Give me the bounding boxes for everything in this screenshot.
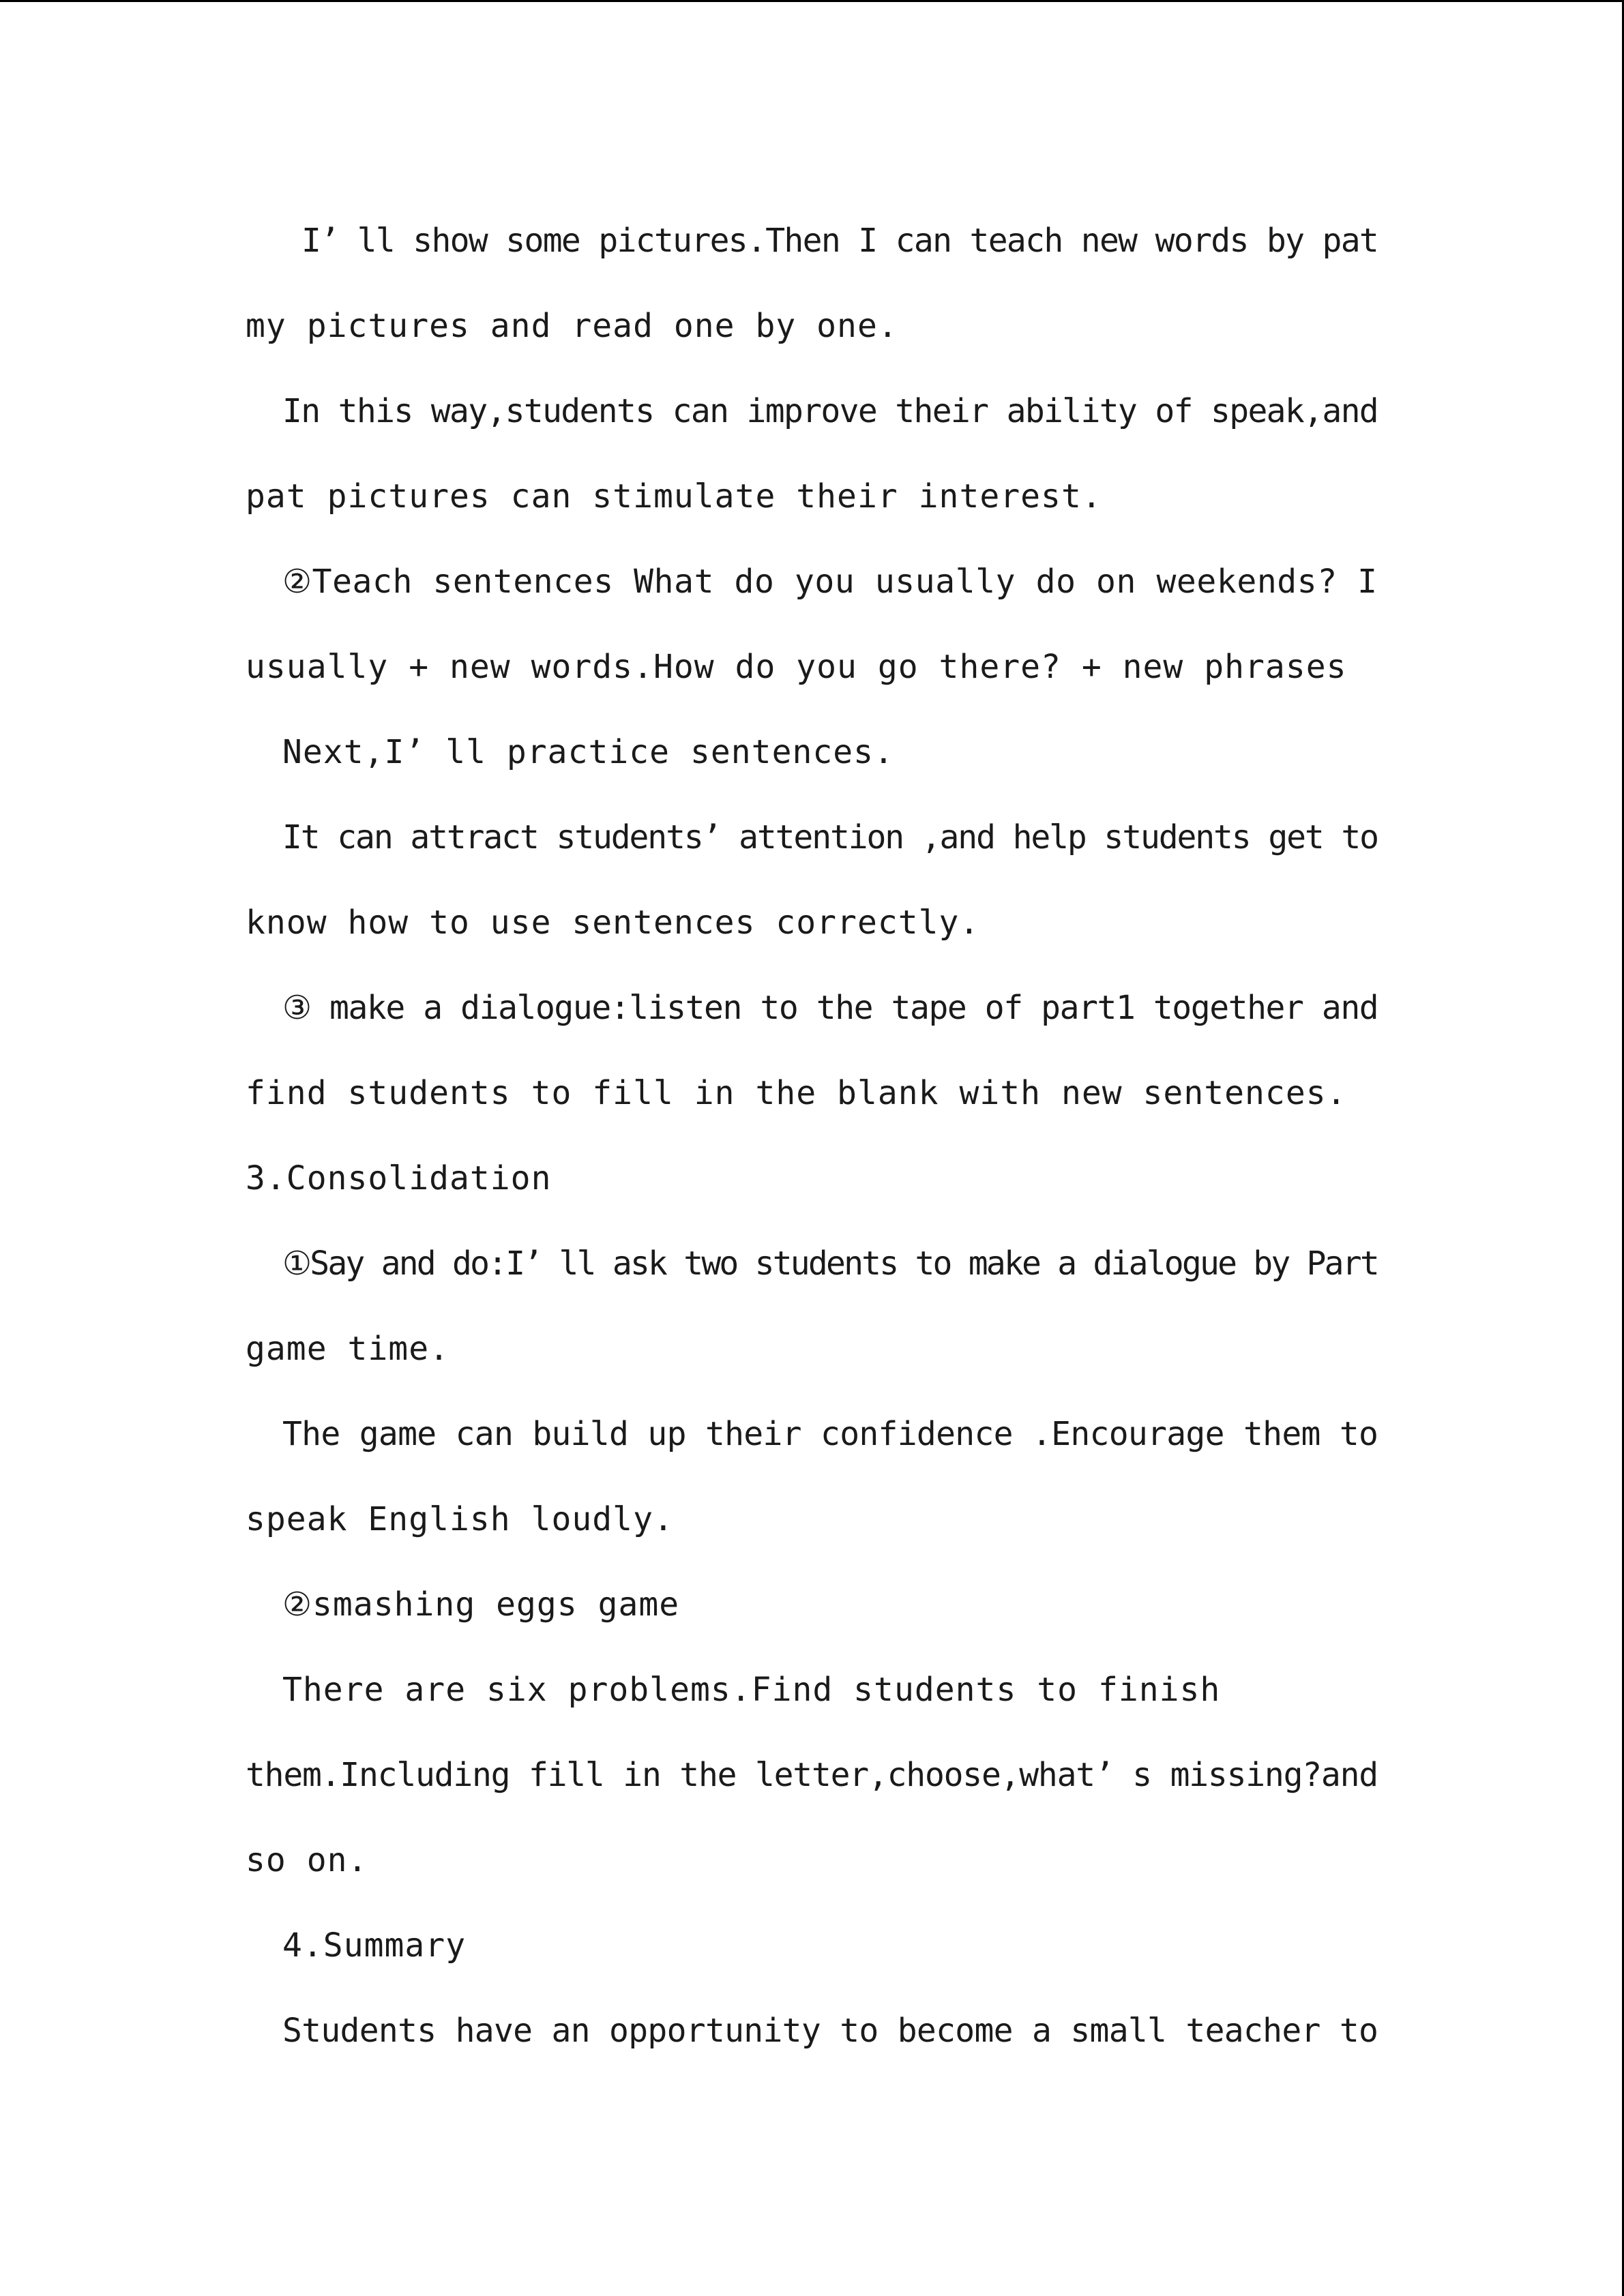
text-line: In this way,students can improve their ability of speak,and (282, 392, 1378, 430)
text-line: The game can build up their confidence .Encourage them to (282, 1415, 1378, 1453)
text-line: I’ ll show some pictures.Then I can teach new words by pat (301, 222, 1378, 260)
text-line: There are six problems.Find students to finish (282, 1671, 1221, 1709)
text-line: ③ make a dialogue:listen to the tape of part1 together and (282, 989, 1378, 1027)
text-line: It can attract students’ attention ,and help students get to (282, 818, 1378, 856)
text-line: pat pictures can stimulate their interest. (246, 477, 1102, 516)
text-line: Students have an opportunity to become a small teacher to (282, 2012, 1378, 2050)
text-line: them.Including fill in the letter,choose,what’ s missing?and (246, 1756, 1378, 1794)
text-line: know how to use sentences correctly. (246, 904, 980, 942)
text-line: Next,I’ ll practice sentences. (282, 733, 894, 771)
section-heading: 4.Summary (282, 1926, 467, 1965)
section-heading: 3.Consolidation (246, 1159, 552, 1197)
text-line: ②smashing eggs game (282, 1585, 680, 1624)
text-line: my pictures and read one by one. (246, 307, 898, 345)
text-line: usually + new words.How do you go there? + new phrases (246, 648, 1347, 686)
text-line: ②Teach sentences What do you usually do on weekends? I (282, 563, 1378, 601)
text-line: speak English loudly. (246, 1500, 674, 1538)
text-line: game time. (246, 1330, 449, 1368)
text-line: so on. (246, 1841, 368, 1879)
text-line: find students to fill in the blank with new sentences. (246, 1074, 1347, 1112)
text-line: ①Say and do:I’ ll ask two students to make a dialogue by Part (282, 1244, 1378, 1283)
